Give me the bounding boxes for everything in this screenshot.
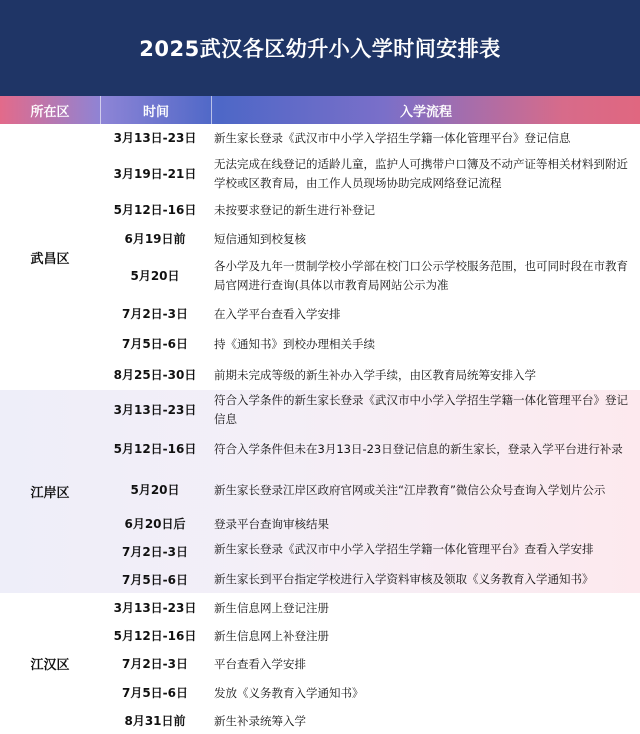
table-row [100,358,640,390]
process-cell: 新生补录统筹入学 [214,714,306,728]
district-group-jiangan [0,390,640,593]
header-process: 入学流程 [399,104,452,120]
time-cell: 8月31日前 [124,714,186,728]
table-row [100,536,640,566]
time-cell: 7月5日-6日 [121,573,189,587]
time-cell: 5月12日-16日 [113,628,197,643]
process-cell: 平台查看入学安排 [214,657,306,671]
table-row [100,297,640,329]
process-cell: 前期未完成等级的新生补办入学手续，由区教育局统筹安排入学 [214,367,536,382]
time-cell: 3月13日-23日 [113,600,197,615]
table-row [100,566,640,593]
process-cell: 未按要求登记的新生进行补登记 [214,202,375,217]
time-cell: 5月20日 [130,268,180,283]
time-cell: 6月19日前 [124,231,186,246]
district-name: 江汉区 [30,658,70,673]
time-cell: 5月20日 [130,482,180,497]
table-row [100,649,640,678]
process-cell: 新生家长登录《武汉市中小学入学招生学籍一体化管理平台》登记信息 [214,131,571,145]
time-cell: 7月5日-6日 [121,337,189,351]
time-cell: 5月12日-16日 [113,202,197,217]
process-cell: 新生信息网上登记注册 [214,600,329,615]
header-district: 所在区 [30,104,70,120]
process-cell: 新生家长到平台指定学校进行入学资料审核及领取《义务教育入学通知书》 [214,572,594,586]
process-cell: 在入学平台查看入学安排 [214,306,341,321]
time-cell: 5月12日-16日 [113,441,197,456]
table-row [100,678,640,707]
process-cell: 新生家长登录江岸区政府官网或关注“江岸教育”微信公众号查询入学划片公示 [214,482,606,497]
table-row [100,593,640,621]
process-cell: 发放《义务教育入学通知书》 [214,686,364,700]
table-row [100,151,640,195]
table-row [100,468,640,510]
process-cell: 符合入学条件的新生家长登录《武汉市中小学入学招生学籍一体化管理平台》登记信息 [214,393,628,426]
process-cell: 无法完成在线登记的适龄儿童，监护人可携带户口簿及不动产证等相关材料到附近学校或区教育局，由工作人员现场协助完成网络登记流程 [214,157,628,190]
process-cell: 各小学及九年一贯制学校小学部在校门口公示学校服务范围，也可同时段在市教育局官网进行查询(具体以市教育局网站公示为准 [214,259,628,292]
table-row [100,124,640,151]
table-row [100,390,640,428]
time-cell: 8月25日-30日 [113,367,197,382]
header-time: 时间 [100,96,212,124]
process-cell: 登录平台查询审核结果 [214,516,329,531]
table-row [100,195,640,223]
time-cell: 3月19日-21日 [113,166,197,181]
district-group-jianghan [0,593,640,734]
district-group-wuchang [0,124,640,390]
time-cell: 7月5日-6日 [121,686,189,700]
table-header [0,96,640,124]
time-cell: 3月13日-23日 [113,131,197,145]
table-row [100,510,640,536]
process-cell: 短信通知到校复核 [214,231,306,246]
process-cell: 新生信息网上补登注册 [214,628,329,643]
time-cell: 7月2日-3日 [121,306,189,321]
district-name: 武昌区 [30,251,70,267]
table-row [100,428,640,468]
time-cell: 7月2日-3日 [121,657,189,671]
table-row [100,223,640,253]
title-banner [0,0,640,96]
process-cell: 符合入学条件但未在3月13日-23日登记信息的新生家长，登录入学平台进行补录 [214,441,623,456]
time-cell: 7月2日-3日 [121,544,189,559]
page-title: 2025武汉各区幼升小入学时间安排表 [139,37,501,61]
time-cell: 6月20日后 [124,516,186,531]
table-row [100,253,640,297]
process-cell: 新生家长登录《武汉市中小学入学招生学籍一体化管理平台》查看入学安排 [214,542,594,556]
table-row [100,329,640,358]
process-cell: 持《通知书》到校办理相关手续 [214,337,375,351]
time-cell: 3月13日-23日 [113,402,197,417]
district-name: 江岸区 [30,486,70,501]
table-row [100,621,640,649]
